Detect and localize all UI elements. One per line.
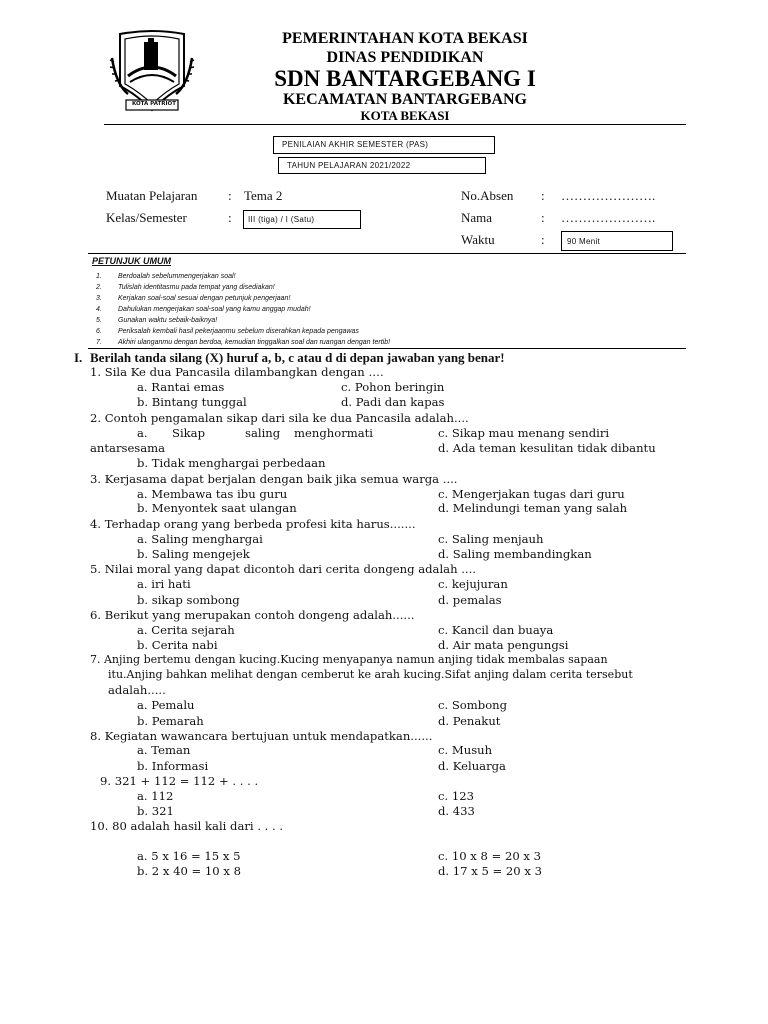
kelas-label: Kelas/Semester	[106, 210, 187, 225]
question-8: 8. Kegiatan wawancara bertujuan untuk mendapatkan......	[90, 729, 433, 743]
option-5a[interactable]: a. iri hati	[137, 577, 191, 591]
waktu-label: Waktu	[461, 232, 495, 247]
option-7c[interactable]: c. Sombong	[438, 698, 508, 712]
option-2b[interactable]: b. Tidak menghargai perbedaan	[137, 456, 326, 470]
option-2a-word: Sikap	[172, 426, 206, 440]
option-5d[interactable]: d. pemalas	[438, 593, 502, 607]
exam-year-box: TAHUN PELAJARAN 2021/2022	[278, 157, 486, 174]
list-item: 7.	[96, 339, 102, 346]
option-10d[interactable]: d. 17 x 5 = 20 x 3	[438, 864, 542, 878]
question-7-line1: 7. Anjing bertemu dengan kucing.Kucing menyapanya namun anjing tidak membalas sapaan	[90, 653, 608, 666]
nama-label: Nama	[461, 210, 493, 225]
question-10: 10. 80 adalah hasil kali dari . . . .	[90, 819, 284, 833]
absen-colon: :	[541, 188, 545, 203]
option-7a[interactable]: a. Pemalu	[137, 698, 195, 712]
option-8d[interactable]: d. Keluarga	[438, 759, 506, 773]
absen-label: No.Absen	[461, 188, 514, 203]
option-7d[interactable]: d. Penakut	[438, 714, 501, 728]
list-item: 4.	[96, 306, 102, 313]
option-1d[interactable]: d. Padi dan kapas	[341, 395, 445, 409]
school-name: SDN BANTARGEBANG I	[274, 66, 536, 91]
section-instruction: Berilah tanda silang (X) huruf a, b, c atau d di depan jawaban yang benar!	[90, 350, 505, 365]
option-4d[interactable]: d. Saling membandingkan	[438, 547, 592, 561]
list-item: 1.	[96, 273, 102, 280]
muatan-colon: :	[228, 188, 232, 203]
question-6: 6. Berikut yang merupakan contoh dongeng adalah......	[90, 608, 415, 622]
option-10c[interactable]: c. 10 x 8 = 20 x 3	[438, 849, 542, 863]
option-5b[interactable]: b. sikap sombong	[137, 593, 240, 607]
option-2a-word: saling	[245, 426, 281, 440]
kelas-colon: :	[228, 210, 232, 225]
waktu-colon: :	[541, 232, 545, 247]
option-4a[interactable]: a. Saling menghargai	[137, 532, 263, 546]
petunjuk-title: PETUNJUK UMUM	[92, 256, 172, 266]
option-2a-word: menghormati	[294, 426, 374, 440]
section-number: I.	[74, 350, 83, 365]
option-4b[interactable]: b. Saling mengejek	[137, 547, 250, 561]
header-rule	[104, 124, 686, 125]
option-1c[interactable]: c. Pohon beringin	[341, 380, 445, 394]
question-1: 1. Sila Ke dua Pancasila dilambangkan dengan ….	[90, 365, 384, 379]
option-6d[interactable]: d. Air mata pengungsi	[438, 638, 569, 652]
option-6a[interactable]: a. Cerita sejarah	[137, 623, 235, 637]
option-10b[interactable]: b. 2 x 40 = 10 x 8	[137, 864, 241, 878]
list-item: Dahulukan mengerjakan soal-soal yang kamu anggap mudah!	[118, 306, 311, 313]
question-5: 5. Nilai moral yang dapat dicontoh dari cerita dongeng adalah ....	[90, 562, 476, 576]
muatan-value: Tema 2	[244, 188, 283, 203]
option-7b[interactable]: b. Pemarah	[137, 714, 204, 728]
muatan-label: Muatan Pelajaran	[106, 188, 198, 203]
exam-title-box: PENILAIAN AKHIR SEMESTER (PAS)	[273, 136, 495, 154]
petunjuk-bottom-rule	[88, 348, 686, 349]
option-3b[interactable]: b. Menyontek saat ulangan	[137, 501, 297, 515]
option-3a[interactable]: a. Membawa tas ibu guru	[137, 487, 288, 501]
option-2a-word: a.	[137, 426, 148, 440]
list-item: Periksalah kembali hasil pekerjaanmu sebelum diserahkan kepada pengawas	[118, 328, 359, 335]
question-7-line2: itu.Anjing bahkan melihat dengan cemberut ke arah kucing.Sifat anjing dalam cerita tersebut	[108, 668, 633, 681]
option-2c[interactable]: c. Sikap mau menang sendiri	[438, 426, 610, 440]
petunjuk-rule	[88, 253, 686, 254]
list-item: Gunakan waktu sebaik-baiknya!	[118, 317, 218, 324]
waktu-value-box: 90 Menit	[561, 231, 673, 251]
header-line4: KECAMATAN BANTARGEBANG	[282, 91, 527, 108]
question-2: 2. Contoh pengamalan sikap dari sila ke dua Pancasila adalah....	[90, 411, 469, 425]
option-6c[interactable]: c. Kancil dan buaya	[438, 623, 554, 637]
nama-colon: :	[541, 210, 545, 225]
option-3c[interactable]: c. Mengerjakan tugas dari guru	[438, 487, 625, 501]
option-8b[interactable]: b. Informasi	[137, 759, 209, 773]
option-9a[interactable]: a. 112	[137, 789, 174, 803]
option-2d[interactable]: d. Ada teman kesulitan tidak dibantu	[438, 441, 656, 455]
header-line2: DINAS PENDIDIKAN	[326, 49, 484, 66]
nama-field[interactable]: ………………….	[561, 210, 656, 225]
question-4: 4. Terhadap orang yang berbeda profesi kita harus.......	[90, 517, 416, 531]
logo-text: KOTA PATRIOT	[131, 101, 176, 107]
option-6b[interactable]: b. Cerita nabi	[137, 638, 218, 652]
absen-field[interactable]: ………………….	[561, 188, 656, 203]
question-7-line3: adalah.....	[108, 683, 166, 697]
option-1b[interactable]: b. Bintang tunggal	[137, 395, 247, 409]
question-9: 9. 321 + 112 = 112 + . . . .	[100, 774, 259, 788]
list-item: Kerjakan soal-soal sesuai dengan petunjuk pengerjaan!	[118, 295, 291, 302]
option-10a[interactable]: a. 5 x 16 = 15 x 5	[137, 849, 241, 863]
list-item: Akhiri ulanganmu dengan berdoa, kemudian tinggalkan soal dan ruangan dengan tertib!	[118, 339, 391, 346]
list-item: 3.	[96, 295, 102, 302]
list-item: Tulislah identitasmu pada tempat yang disediakan!	[118, 284, 275, 291]
option-8a[interactable]: a. Teman	[137, 743, 191, 757]
option-9b[interactable]: b. 321	[137, 804, 174, 818]
option-4c[interactable]: c. Saling menjauh	[438, 532, 544, 546]
option-3d[interactable]: d. Melindungi teman yang salah	[438, 501, 628, 515]
list-item: Berdoalah sebelummengerjakan soal!	[118, 273, 236, 280]
option-2a-word: antarsesama	[90, 441, 166, 455]
list-item: 5.	[96, 317, 102, 324]
header-line1: PEMERINTAHAN KOTA BEKASI	[282, 30, 528, 47]
list-item: 6.	[96, 328, 102, 335]
option-5c[interactable]: c. kejujuran	[438, 577, 508, 591]
option-1a[interactable]: a. Rantai emas	[137, 380, 225, 394]
header-line5: KOTA BEKASI	[360, 108, 450, 123]
question-3: 3. Kerjasama dapat berjalan dengan baik jika semua warga ....	[90, 472, 458, 486]
list-item: 2.	[96, 284, 102, 291]
kelas-value-box[interactable]: III (tiga) / I (Satu)	[243, 210, 361, 229]
option-9c[interactable]: c. 123	[438, 789, 474, 803]
option-8c[interactable]: c. Musuh	[438, 743, 493, 757]
option-9d[interactable]: d. 433	[438, 804, 475, 818]
school-logo	[106, 28, 198, 116]
